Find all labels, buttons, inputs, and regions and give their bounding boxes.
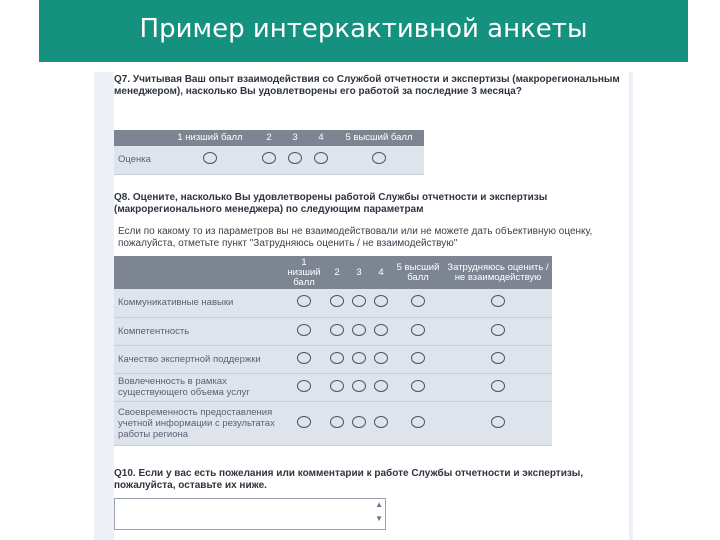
- q7-col-5: 5 высший балл: [334, 130, 424, 146]
- q8-row1-radio-na[interactable]: [491, 295, 505, 307]
- q8-col-na: Затрудняюсь оценить / не взаимодействую: [444, 256, 552, 289]
- q7-row-label: Оценка: [114, 146, 164, 174]
- q7-header-empty: [114, 130, 164, 146]
- q10-question: Q10. Если у вас есть пожелания или комментарии к работе Службы отчетности и экспертизы, пожалуйста, оставьте их ниже.: [114, 468, 584, 491]
- q7-col-2: 2: [256, 130, 282, 146]
- q8-row3-radio-4[interactable]: [374, 352, 388, 364]
- q7-radio-5[interactable]: [372, 152, 386, 164]
- q8-row-label: Компетентность: [114, 317, 282, 345]
- q8-row3-radio-5[interactable]: [411, 352, 425, 364]
- q8-row2-radio-1[interactable]: [297, 324, 311, 336]
- q8-row5-radio-na[interactable]: [491, 416, 505, 428]
- scroll-down-icon[interactable]: ▼: [375, 514, 383, 523]
- q8-row3-radio-1[interactable]: [297, 352, 311, 364]
- q8-row5-radio-2[interactable]: [330, 416, 344, 428]
- q8-row-label: Качество экспертной поддержки: [114, 345, 282, 373]
- q8-col-4: 4: [370, 256, 392, 289]
- q8-row2-radio-2[interactable]: [330, 324, 344, 336]
- q8-row3-radio-2[interactable]: [330, 352, 344, 364]
- q7-col-3: 3: [282, 130, 308, 146]
- q8-row1-radio-1[interactable]: [297, 295, 311, 307]
- q7-radio-3[interactable]: [288, 152, 302, 164]
- q8-row-label: Коммуникативные навыки: [114, 289, 282, 317]
- q8-row4-radio-2[interactable]: [330, 380, 344, 392]
- q8-row4-radio-5[interactable]: [411, 380, 425, 392]
- q7-col-4: 4: [308, 130, 334, 146]
- q8-row4-radio-4[interactable]: [374, 380, 388, 392]
- q8-row3-radio-na[interactable]: [491, 352, 505, 364]
- q7-question: Q7. Учитывая Ваш опыт взаимодействия со Службой отчетности и экспертизы (макрорегиональным менеджером), насколько Вы удовлетворены его работой за последние 3 месяца?: [114, 74, 620, 97]
- q8-row2-radio-4[interactable]: [374, 324, 388, 336]
- q7-col-1: 1 низший балл: [164, 130, 256, 146]
- slide-title: Пример интеркактивной анкеты: [139, 14, 588, 44]
- q7-radio-2[interactable]: [262, 152, 276, 164]
- q8-row5-radio-4[interactable]: [374, 416, 388, 428]
- q8-row5-radio-3[interactable]: [352, 416, 366, 428]
- q8-rating-table: [114, 256, 552, 446]
- q8-row5-radio-5[interactable]: [411, 416, 425, 428]
- scroll-up-icon[interactable]: ▲: [375, 500, 383, 509]
- q8-row2-radio-na[interactable]: [491, 324, 505, 336]
- q8-row-label: Своевременность предоставления учетной информации с результатах работы региона: [114, 401, 282, 445]
- q8-note: Если по какому то из параметров вы не взаимодействовали или не можете дать объективную оценку, пожалуйста, отметьте пункт "Затрудняюсь оценить / не взаимодействую": [118, 226, 593, 249]
- q8-row4-radio-3[interactable]: [352, 380, 366, 392]
- q8-col-2: 2: [326, 256, 348, 289]
- q8-row1-radio-2[interactable]: [330, 295, 344, 307]
- q8-row1-radio-4[interactable]: [374, 295, 388, 307]
- q8-col-5: 5 высший балл: [392, 256, 444, 289]
- comment-textarea[interactable]: [114, 498, 386, 530]
- q7-radio-1[interactable]: [203, 152, 217, 164]
- slide-header: [39, 0, 688, 62]
- q8-row-label: Вовлеченность в рамках существующего объема услуг: [114, 373, 282, 401]
- q8-col-3: 3: [348, 256, 370, 289]
- q8-row1-radio-5[interactable]: [411, 295, 425, 307]
- q8-row5-radio-1[interactable]: [297, 416, 311, 428]
- q8-col-1: 1 низший балл: [282, 256, 326, 289]
- q8-row3-radio-3[interactable]: [352, 352, 366, 364]
- q8-row1-radio-3[interactable]: [352, 295, 366, 307]
- q8-row2-radio-5[interactable]: [411, 324, 425, 336]
- q7-radio-4[interactable]: [314, 152, 328, 164]
- q8-row2-radio-3[interactable]: [352, 324, 366, 336]
- q8-question: Q8. Оцените, насколько Вы удовлетворены работой Службы отчетности и экспертизы (макрорегионального менеджера) по следующим параметрам: [114, 192, 548, 215]
- q8-row4-radio-1[interactable]: [297, 380, 311, 392]
- q7-rating-table: [114, 130, 424, 175]
- q8-row4-radio-na[interactable]: [491, 380, 505, 392]
- survey-form: [114, 72, 629, 540]
- q8-header-empty: [114, 256, 282, 289]
